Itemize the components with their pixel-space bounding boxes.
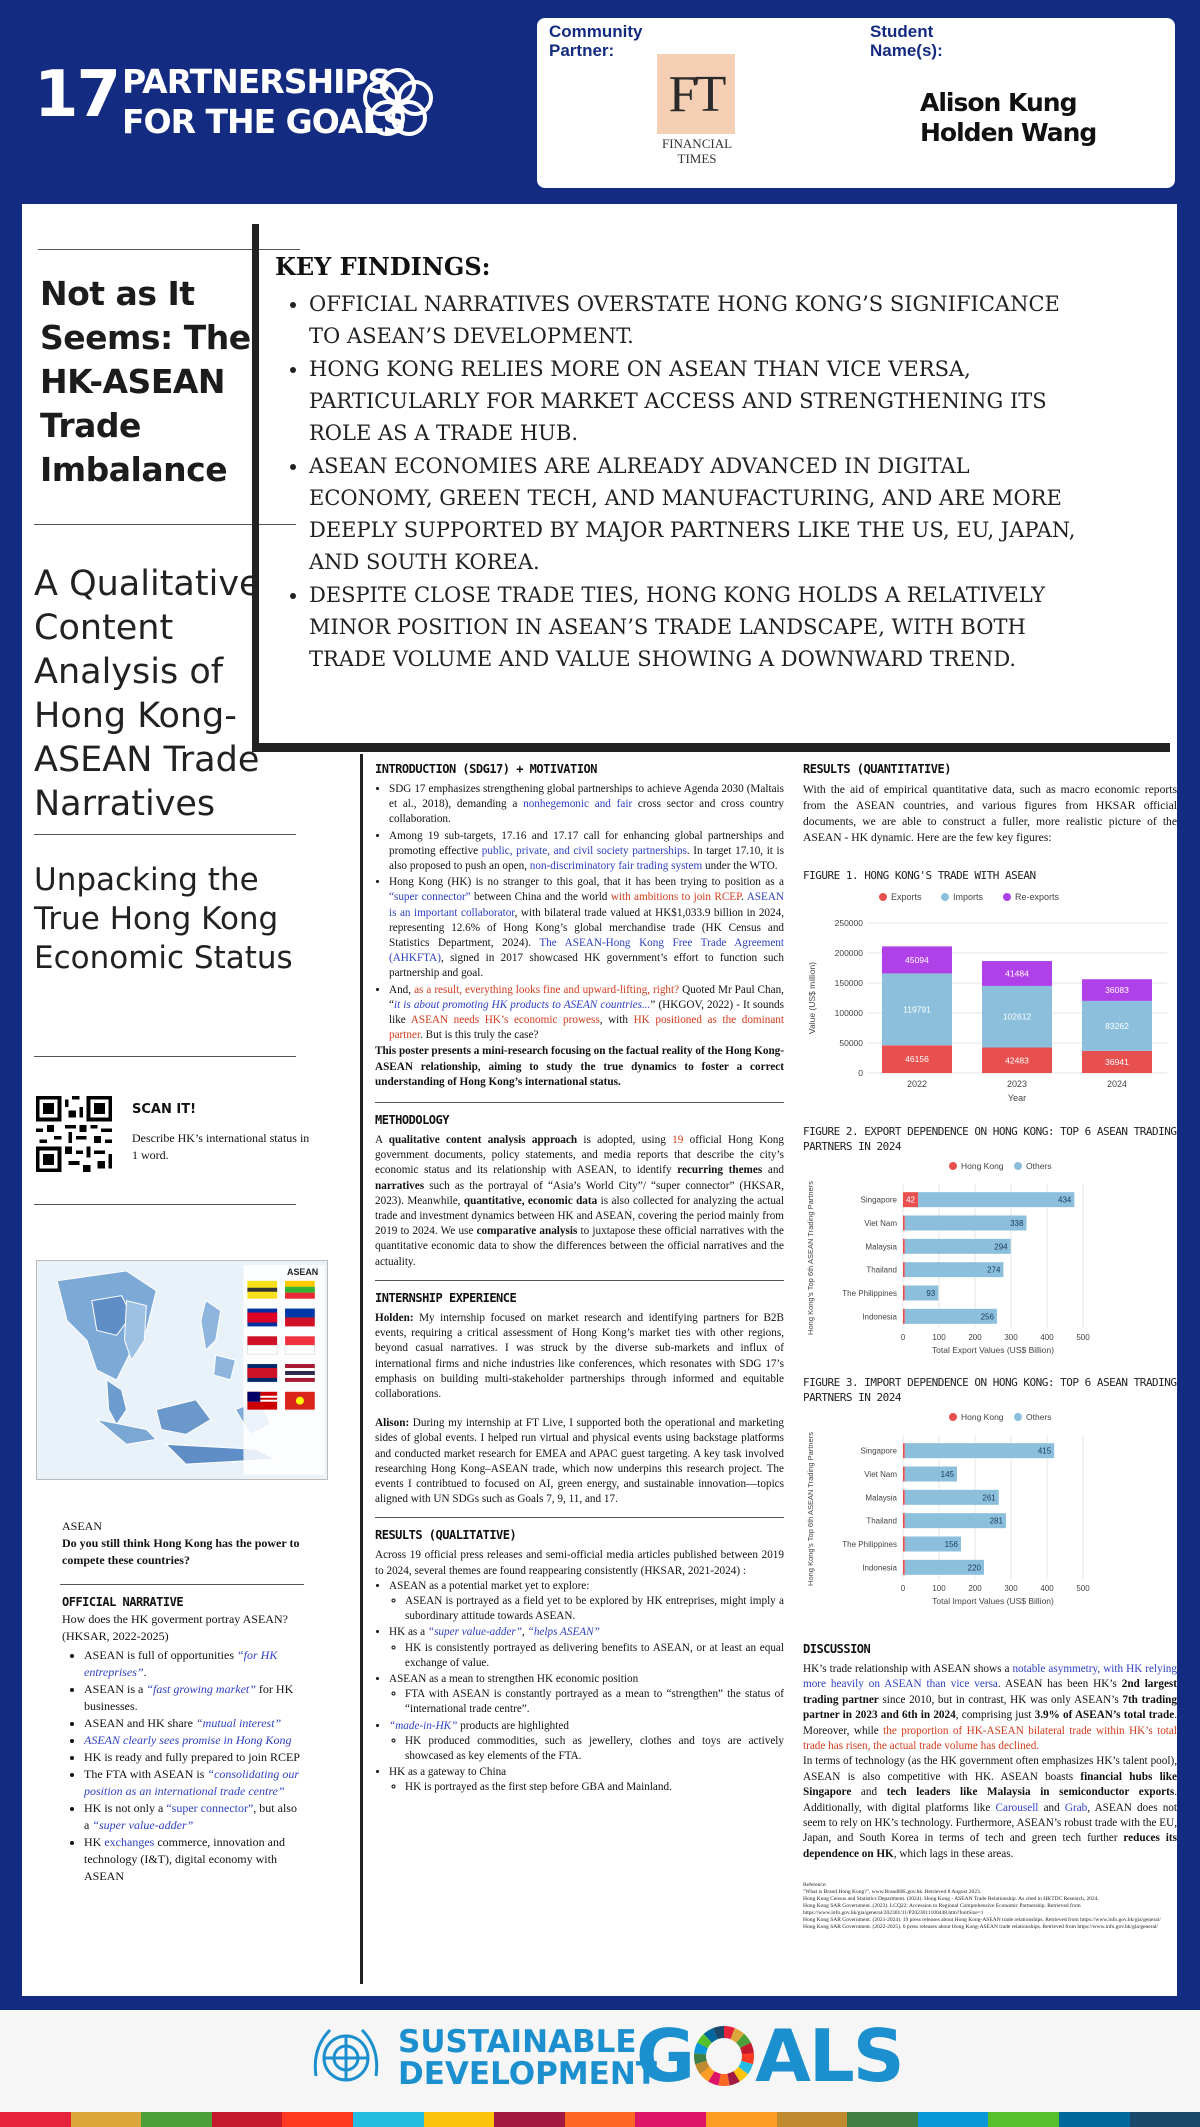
sdg-color-strip [0, 2112, 1200, 2127]
bar-value-label: 41484 [1005, 968, 1029, 979]
figure-3-title: FIGURE 3. IMPORT DEPENDENCE ON HONG KONG: TOP 6 ASEAN TRADING PARTNERS IN 2024 [803, 1376, 1177, 1404]
x-axis-label: Year [1007, 1093, 1027, 1103]
list-item: • ASEAN and HK share “mutual interest” [84, 1715, 302, 1732]
strip-segment [1130, 2112, 1200, 2127]
sdg17-rings-icon [354, 60, 442, 148]
bar [903, 1490, 905, 1505]
sdg-title: PARTNERSHIPS FOR THE GOALS [122, 62, 406, 141]
bar [903, 1262, 905, 1277]
strip-segment [282, 2112, 353, 2127]
bar [903, 1286, 905, 1301]
official-narrative: OFFICIAL NARRATIVE How does the HK goverment portray ASEAN? (HKSAR, 2022-2025) • ASEAN is full of opportunities “for HK entreprises”. • ASEAN is a “fast growing market” for HK businesses. • ASEAN and HK share “mutual interest” • ASEAN clearly sees promise in Hong Kong • HK is ready and fully prepared to join RCEP • The FTA with ASEAN is “consolidating our position as an international trade centre” • HK is not only a “super connector”, but also a “super value-adder” • HK exchanges commerce, innovation and technology (I&T), digital economy with ASEAN [62, 1594, 302, 1885]
bar-value-label: 46156 [905, 1054, 929, 1065]
asean-map [36, 1260, 328, 1480]
official-narrative-list [62, 1647, 302, 1885]
bar-value-label: 42 [906, 1195, 916, 1205]
bar-value-label: 83262 [1105, 1020, 1129, 1031]
scan-description: Describe HK’s international status in 1 word. [132, 1131, 310, 1162]
y-tick-label: The Philippines [842, 1540, 897, 1549]
y-tick-label: 150000 [834, 978, 863, 988]
x-tick-label: 2023 [1006, 1079, 1028, 1089]
x-tick-label: 400 [1040, 1584, 1054, 1593]
y-tick-label: 50000 [839, 1038, 863, 1048]
bar-value-label: 338 [1010, 1219, 1024, 1228]
ft-logo: FT [657, 54, 735, 134]
list-item: • The FTA with ASEAN is “consolidating our position as an international trade centre” [84, 1766, 302, 1800]
divider [34, 1204, 296, 1205]
student-names: Alison Kung Holden Wang [920, 88, 1097, 147]
y-tick-label: Singapore [860, 1446, 897, 1456]
strip-segment [141, 2112, 212, 2127]
x-tick-label: 2022 [906, 1079, 928, 1089]
bar-value-label: 256 [980, 1312, 994, 1322]
intro-text: • SDG 17 emphasizes strengthening global partnerships to achieve Agenda 2030 (Maltais et al., 2018), demanding a nonhegemonic and fair cross sector and cross country collaboration. • Among 19 sub-targets, 17.16 and 17.17 call for enhancing global partnerships and promoting effective public, private, and civil society partnerships. In target 17.10, it is also proposed to push an open, non-discriminatory fair trading system under the WTO. • Hong Kong (HK) is no stranger to this goal, that it has been trying to position as a “super connector” between China and the world with ambitions to join RCEP. ASEAN is an important collaborator, with bilateral trade valued at HK$1,033.9 billion in 2024, representing 12.6% of Hong Kong’s global merchandise trade (HK Census and Statistics Department, 2024). The ASEAN-Hong Kong Free Trade Agreement (AHKFTA), signed in 2017 showcased HK government’s effort to function such partnership and goal. • And, as a result, everything looks fine and upward-lifting, right? Quoted Mr Paul Chan, “it is about promoting HK products to ASEAN countries...” (HKGOV, 2022) - It sounds like ASEAN needs HK’s economic prowess, with HK positioned as the dominant partner. But is this truly the case? This poster presents a mini-research focusing on the factual reality of the Hong Kong-ASEAN relationship, aiming to study the true dynamics to foster a correct understanding of Hong Kong’s international status. [375, 782, 784, 1090]
scan-title: SCAN IT! [132, 1102, 197, 1117]
x-tick-label: 500 [1076, 1584, 1090, 1593]
legend-label: Hong Kong [961, 1161, 1004, 1171]
bar [905, 1443, 1054, 1458]
asean-question-block: ASEAN Do you still think Hong Kong has the power to compete these countries? [62, 1519, 300, 1567]
y-tick-label: Viet Nam [864, 1470, 897, 1479]
legend-marker [949, 1413, 957, 1421]
x-tick-label: 0 [900, 1584, 906, 1593]
key-findings-list [309, 288, 1089, 676]
list-item: • ASEAN is a “fast growing market” for HK businesses. [84, 1681, 302, 1715]
legend-marker [1003, 893, 1011, 901]
bar-value-label: 145 [940, 1470, 954, 1479]
x-tick-label: 0 [900, 1333, 906, 1342]
strip-segment [424, 2112, 495, 2127]
bar-value-label: 45094 [905, 954, 929, 965]
strip-segment [988, 2112, 1059, 2127]
sdg-color-wheel-icon [693, 2025, 755, 2087]
x-axis-label: Total Export Values (US$ Billion) [931, 1345, 1055, 1355]
strip-segment [494, 2112, 565, 2127]
strip-segment [212, 2112, 283, 2127]
ft-name: FINANCIAL TIMES [661, 136, 733, 166]
bar-value-label: 156 [944, 1540, 958, 1549]
bar-value-label: 102612 [1002, 1011, 1032, 1022]
map-asean-label: ASEAN [287, 1266, 319, 1277]
middle-column [360, 754, 790, 1984]
bar-value-label: 294 [994, 1242, 1008, 1252]
x-tick-label: 200 [968, 1333, 982, 1342]
key-findings [252, 224, 1170, 752]
bar [903, 1467, 905, 1482]
legend-label: Imports [953, 892, 984, 902]
discussion-heading: DISCUSSION [803, 1642, 871, 1656]
qualitative-heading: RESULTS (QUALITATIVE) [375, 1528, 517, 1543]
bar [903, 1443, 905, 1458]
list-item: • HONG KONG RELIES MORE ON ASEAN THAN VICE VERSA, PARTICULARLY FOR MARKET ACCESS AND STRENGTHENING ITS ROLE AS A TRADE HUB. [309, 353, 1089, 449]
bar [903, 1560, 905, 1575]
figure-3-chart [803, 1405, 1183, 1617]
x-tick-label: 500 [1076, 1333, 1090, 1342]
y-tick-label: Thailand [866, 1516, 897, 1526]
y-tick-label: Indonesia [862, 1312, 897, 1322]
legend-label: Others [1026, 1161, 1052, 1171]
quantitative-heading: RESULTS (QUANTITATIVE) [803, 762, 951, 776]
list-item: • DESPITE CLOSE TRADE TIES, HONG KONG HOLDS A RELATIVELY MINOR POSITION IN ASEAN’S TRADE LANDSCAPE, WITH BOTH TRADE VOLUME AND VALUE SHOWING A DOWNWARD TREND. [309, 579, 1089, 675]
sdg-footer-text: SUSTAINABLE DEVELOPMENT [398, 2024, 657, 2092]
bar-value-label: 93 [926, 1289, 936, 1298]
partner-box [537, 18, 1175, 188]
bar [903, 1513, 905, 1528]
bar [905, 1216, 1027, 1231]
list-item: • ASEAN is full of opportunities “for HK entreprises”. [84, 1647, 302, 1681]
y-tick-label: 100000 [834, 1008, 863, 1018]
list-item: • HK is not only a “super connector”, but also a “super value-adder” [84, 1800, 302, 1834]
bar [903, 1537, 905, 1552]
y-tick-label: Viet Nam [864, 1219, 897, 1228]
poster-subtitle-2: Unpacking the True Hong Kong Economic Status [34, 862, 293, 976]
y-tick-label: Thailand [866, 1265, 897, 1275]
bar-value-label: 42483 [1005, 1055, 1029, 1066]
strip-segment [565, 2112, 636, 2127]
list-item: • HK exchanges commerce, innovation and technology (I&T), digital economy with ASEAN [84, 1834, 302, 1885]
bar-value-label: 274 [987, 1265, 1001, 1275]
bar [903, 1309, 905, 1324]
strip-segment [847, 2112, 918, 2127]
bar-value-label: 281 [989, 1516, 1003, 1526]
references: Reference: "What is Brand Hong Kong?", www.BrandHK.gov.hk. Retrieved 8 August 2023. Hong Kong Census and Statistics Department. (2024). Hong Kong - ASEAN Trade Relationship. As cited in HKTDC Research, 2024. Hong Kong SAR Government. (2023). LCQ22: Accession to Regional Comprehensive Economic Partnership. Retrieved from https://www.info.gov.hk/gia/general/202301/11/P2023011100448.htm?fontSize=1 Hong Kong SAR Government. (2021-2024). 19 press releases about Hong Kong-ASEAN trade relationships. Retrieved from https://www.info.gov.hk/gia/general/ Hong Kong SAR Government. (2022-2025). 6 press releases about Hong Kong-ASEAN trade relationships. Retrieved from https://www.info.gov.hk/gia/general/ [803, 1882, 1161, 1931]
divider [375, 1102, 784, 1103]
methodology-text: A qualitative content analysis approach is adopted, using 19 official Hong Kong government documents, policy statements, and media reports that describe the city’s economic status and its relationship with ASEAN, to identify recurring themes and narratives such as the portrayal of “Asia’s World City”/ “super connector” (HKSAR, 2023). Meanwhile, quantitative, economic data is also collected for analyzing the actual trade and investment dynamics between HK and ASEAN, covering the period mainly from 2019 to 2024. We use comparative analysis to juxtapose these official narratives with the quantitative economic data to show the differences between the official narratives and the actuality. [375, 1134, 785, 1268]
qualitative-text: Across 19 official press releases and semi-official media articles published between 2019 to 2024, several themes are found reappearing consistently (HKSAR, 2021-2024) : • ASEAN as a potential market yet to explore: ◦ ASEAN is portrayed as a field yet to be explored by HK entreprises, might imply a subordinary attitude towards ASEAN. • HK as a “super value-adder”, “helps ASEAN” ◦ HK is consistently portrayed as delivering benefits to ASEAN, or at least an equal exchange of value. • ASEAN as a mean to strengthen HK economic position ◦ FTA with ASEAN is constantly portrayed as a mean to “strengthen” the status of “international trade centre”. • “made-in-HK” products are highlighted ◦ HK produced commodities, such as jewellery, clothes and toys are actively showcased as key elements of the FTA. • HK as a gateway to China ◦ HK is portrayed as the first step before GBA and Mainland. [375, 1548, 784, 1795]
y-tick-label: Indonesia [862, 1563, 897, 1573]
legend-marker [1014, 1413, 1022, 1421]
divider [60, 1584, 304, 1585]
poster-title: Not as It Seems: The HK-ASEAN Trade Imbalance [40, 274, 251, 489]
x-axis-label: Total Import Values (US$ Billion) [932, 1596, 1054, 1606]
internship-heading: INTERNSHIP EXPERIENCE [375, 1290, 517, 1305]
community-partner-label: Community Partner: [549, 22, 643, 60]
legend-label: Hong Kong [961, 1412, 1004, 1422]
poster-subtitle: A Qualitative Content Analysis of Hong Kong-ASEAN Trade Narratives [34, 564, 261, 824]
x-tick-label: 200 [968, 1584, 982, 1593]
quantitative-intro: With the aid of empirical quantitative data, such as macro economic reports from the ASEAN countries, and various figures from HKSAR official documents, we are able to construct a fuller, more realistic picture of the ASEAN - HK dynamic. Here are the few key figures: [803, 783, 1177, 844]
discussion-text: HK’s trade relationship with ASEAN shows a notable asymmetry, with HK relying more heavily on ASEAN than vice versa. ASEAN has been HK’s 2nd largest trading partner since 2010, but in contrast, HK was only ASEAN’s 7th trading partner in 2023 and 6th in 2024, comprising just 3.9% of ASEAN’s total trade. Moreover, while the proportion of HK-ASEAN bilateral trade within HK’s total trade has risen, the actual trade volume has declined. In terms of technology (as the HK government often emphasizes HK’s talent pool), ASEAN is also competitive with HK. ASEAN boasts financial hubs like Singapore and tech leaders like Malaysia in semiconductor exports. Additionally, with digital platforms like Carousell and Grab, ASEAN does not seem to rely on HK’s technology. Furthermore, ASEAN’s robust trade with the EU, Japan, and South Korea in terms of tech and green tech further reduces its dependence on HK, which lags in these areas. [803, 1663, 1178, 1860]
divider [34, 1056, 296, 1057]
legend-marker [1014, 1162, 1022, 1170]
y-tick-label: Malaysia [865, 1242, 897, 1252]
bar [918, 1192, 1074, 1207]
main-panel [22, 204, 1177, 1996]
strip-segment [1059, 2112, 1130, 2127]
strip-segment [0, 2112, 71, 2127]
y-tick-label: 200000 [834, 948, 863, 958]
x-tick-label: 2024 [1106, 1079, 1128, 1089]
key-findings-heading: KEY FINDINGS: [275, 252, 491, 281]
bar-value-label: 36083 [1105, 985, 1129, 996]
y-axis-label: Hong Kong's Top 6th ASEAN Trading Partners [806, 1181, 815, 1335]
legend-label: Others [1026, 1412, 1052, 1422]
list-item: • ASEAN clearly sees promise in Hong Kong [84, 1732, 302, 1749]
legend-label: Exports [891, 892, 922, 902]
bar-value-label: 119791 [903, 1004, 931, 1015]
y-tick-label: Malaysia [865, 1493, 897, 1503]
right-column [795, 754, 1185, 1931]
y-axis-label: Hong Kong's Top 6th ASEAN Trading Partners [806, 1432, 815, 1586]
internship-text: Holden: My internship focused on market research and identifying partners for B2B events, requiring a critical assessment of Hong Kong’s market ties with other regions, beyond casual narratives. I was struck by the diverse sub-markets and influx of international firms and niche industries like conferences, which resonates with SDG 17’s emphasis on building multi-stakeholder partnerships through informed and equitable collaborations. Alison: During my internship at FT Live, I supported both the operational and marketing sides of global events. I helped run virtual and physical events using backstage platforms and conducted market research for EMEA and APAC guest targeting. A key task involved researching Hong Kong–ASEAN trade, which now underpins this research project. The events I contribtued to focused on AI, green energy, and sustainable innovation—topics aligned with UN SDGs such as Goals 7, 9, 11, and 17. [375, 1311, 784, 1506]
figure-1-title: FIGURE 1. HONG KONG'S TRADE WITH ASEAN [803, 869, 1036, 882]
divider [375, 1280, 784, 1281]
y-tick-label: 0 [858, 1068, 863, 1078]
list-item: • OFFICIAL NARRATIVES OVERSTATE HONG KONG’S SIGNIFICANCE TO ASEAN’S DEVELOPMENT. [309, 288, 1089, 352]
x-tick-label: 100 [932, 1333, 946, 1342]
un-emblem-icon [306, 2018, 386, 2098]
figure-2-chart [803, 1154, 1183, 1366]
bar [903, 1239, 905, 1254]
y-tick-label: The Philippines [842, 1289, 897, 1298]
y-tick-label: Singapore [860, 1195, 897, 1205]
sdg-number: 17 [34, 58, 120, 132]
x-tick-label: 300 [1004, 1584, 1018, 1593]
strip-segment [71, 2112, 142, 2127]
y-tick-label: 250000 [834, 918, 863, 928]
legend-marker [941, 893, 949, 901]
divider [375, 1517, 784, 1518]
strip-segment [635, 2112, 706, 2127]
bar-value-label: 220 [967, 1563, 981, 1573]
legend-marker [879, 893, 887, 901]
figure-1-chart [803, 883, 1183, 1113]
legend-marker [949, 1162, 957, 1170]
list-item: • HK is ready and fully prepared to join RCEP [84, 1749, 302, 1766]
y-axis-label: Value (US$ million) [807, 961, 817, 1035]
bar [903, 1216, 905, 1231]
goals-wordmark: G ALS [636, 2014, 903, 2098]
x-tick-label: 100 [932, 1584, 946, 1593]
methodology-heading: METHODOLOGY [375, 1113, 449, 1128]
bar-value-label: 434 [1058, 1195, 1072, 1205]
strip-segment [706, 2112, 777, 2127]
qr-code[interactable] [36, 1096, 112, 1172]
bar-value-label: 415 [1037, 1446, 1052, 1456]
strip-segment [777, 2112, 848, 2127]
x-tick-label: 300 [1004, 1333, 1018, 1342]
divider [34, 834, 296, 835]
strip-segment [353, 2112, 424, 2127]
bar-value-label: 36941 [1105, 1056, 1129, 1067]
strip-segment [918, 2112, 989, 2127]
bar-value-label: 261 [982, 1493, 996, 1503]
list-item: • ASEAN ECONOMIES ARE ALREADY ADVANCED IN DIGITAL ECONOMY, GREEN TECH, AND MANUFACTURING, AND ARE MORE DEEPLY SUPPORTED BY MAJOR PARTNERS LIKE THE US, EU, JAPAN, AND SOUTH KOREA. [309, 450, 1089, 578]
x-tick-label: 400 [1040, 1333, 1054, 1342]
legend-label: Re-exports [1015, 892, 1060, 902]
figure-2-title: FIGURE 2. EXPORT DEPENDENCE ON HONG KONG: TOP 6 ASEAN TRADING PARTNERS IN 2024 [803, 1125, 1177, 1153]
student-names-label: Student Name(s): [870, 22, 943, 60]
intro-heading: INTRODUCTION (SDG17) + MOTIVATION [375, 762, 597, 776]
